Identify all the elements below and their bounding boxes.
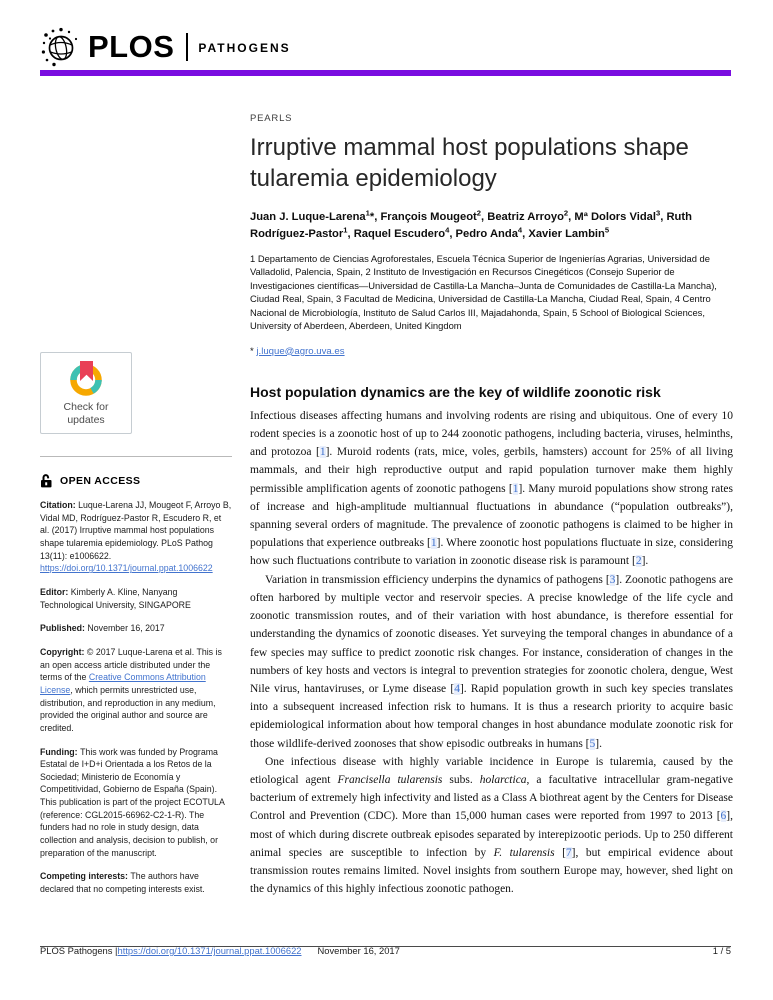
text-segment: Published: xyxy=(40,623,88,634)
text-segment: * xyxy=(250,345,257,357)
text-segment: ]. Rapid population growth in such key species translates into a subsequent increased infection risk to humans. It is thus a research priority to acquire basic epidemiological information about how temporal changes in host abundance modulate zoonotic risk for those wildlife-derived zoonoses that show episodic outbreaks in humans [ xyxy=(250,682,733,750)
inline-link[interactable]: 5 xyxy=(589,737,596,750)
text-segment: ], but empirical evidence about transmission routes remains limited. Novel insights from southern Europe may, however, shed light on the dynamics of this highly infectious zoonotic pathogen. xyxy=(250,846,733,896)
text-segment: Facultad de Medicina, Universidad de Castilla-La Mancha, Ciudad Real, Spain, xyxy=(341,293,675,305)
inline-link[interactable]: 1 xyxy=(430,537,437,550)
text-segment: , Raquel Escudero xyxy=(347,228,446,241)
text-segment: Variation in transmission efficiency underpins the dynamics of pathogens [ xyxy=(265,573,610,586)
text-segment: 2 xyxy=(563,208,569,218)
body-paragraph xyxy=(250,407,733,571)
open-access-label: OPEN ACCESS xyxy=(60,474,141,487)
text-segment: , Xavier Lambin xyxy=(522,228,605,241)
plos-logo xyxy=(40,26,291,68)
section-heading: Host population dynamics are the key of wildlife zoonotic risk xyxy=(250,383,661,400)
footer-journal: PLOS Pathogens | xyxy=(40,945,118,956)
text-segment: Juan J. Luque-Larena xyxy=(250,211,366,224)
text-segment: , Ruth Rodríguez-Pastor xyxy=(250,211,692,241)
text-segment: 2 xyxy=(365,266,371,278)
inline-link[interactable]: Creative Commons Attribution License xyxy=(40,672,206,695)
text-segment: 4 xyxy=(517,225,523,235)
text-segment: ]. xyxy=(641,555,649,568)
text-segment: Funding: xyxy=(40,746,81,757)
text-segment: 3 xyxy=(656,208,661,218)
text-segment: ]. Where zoonotic host populations fluctuate in size, considering how such fluctuations contribute to variation in zoonotic disease risk is paramount [ xyxy=(250,537,733,568)
text-segment: , Beatriz Arroyo xyxy=(481,211,564,224)
text-segment: F. tularensis xyxy=(493,846,555,859)
text-segment: 3 xyxy=(336,293,342,305)
inline-link[interactable]: https://doi.org/10.1371/journal.ppat.1006622 xyxy=(40,563,213,574)
text-segment: 1 xyxy=(250,253,256,265)
inline-link[interactable]: 4 xyxy=(454,682,460,695)
check-for-updates-label: Check for updates xyxy=(63,401,109,426)
text-segment: 1 xyxy=(343,225,348,235)
brand-bar xyxy=(40,70,731,76)
text-segment: Competing interests: xyxy=(40,871,131,882)
text-segment: Kimberly A. Kline, Nanyang Technological University, SINGAPORE xyxy=(40,586,191,610)
text-segment: Francisella tularensis xyxy=(337,774,443,787)
text-segment: , Pedro Anda xyxy=(449,228,518,241)
footer-doi-link[interactable]: https://doi.org/10.1371/journal.ppat.1006622 xyxy=(117,945,302,956)
text-segment: 1 xyxy=(365,208,370,218)
funding-note xyxy=(40,746,232,860)
text-segment: School of Biological Sciences, University of Aberdeen, Aberdeen, United Kingdom xyxy=(250,306,705,332)
text-segment: holarctica xyxy=(479,774,527,787)
text-segment: Citation: xyxy=(40,500,79,510)
logo-divider xyxy=(186,33,188,61)
text-segment: Centro Nacional de Microbiología, Instituto de Salud Carlos III, Majadahonda, Spain, xyxy=(250,293,711,318)
text-segment: ], most of which during discrete outbreak episodes separated by interepizootic periods. Up to 250 different animal species are susceptible to infection by xyxy=(250,810,733,859)
footer-date: November 16, 2017 xyxy=(317,945,400,956)
author-list xyxy=(250,209,733,243)
text-segment: [ xyxy=(554,846,566,859)
inline-link[interactable]: 1 xyxy=(512,482,519,495)
body-paragraph xyxy=(250,753,733,899)
inline-link[interactable]: 6 xyxy=(720,810,727,823)
crossmark-icon xyxy=(63,360,109,398)
corresponding-email xyxy=(250,346,733,357)
check-for-updates-badge[interactable] xyxy=(40,352,132,434)
editor-note xyxy=(40,586,232,611)
copyright-note xyxy=(40,646,232,735)
footer-page-number: 1 / 5 xyxy=(712,945,731,956)
text-segment: One infectious disease with highly variable incidence in Europe is tularemia, caused by the etiological agent xyxy=(250,755,733,787)
inline-link[interactable]: 1 xyxy=(319,446,326,459)
footer xyxy=(40,945,731,956)
article-main xyxy=(250,113,733,899)
text-segment: 4 xyxy=(445,225,450,235)
text-segment: , Mª Dolors Vidal xyxy=(568,211,657,224)
text-segment: ]. xyxy=(595,737,602,750)
text-segment: 5 xyxy=(572,306,578,318)
sidebar xyxy=(40,352,232,896)
article-title: Irruptive mammal host populations shape tularemia epidemiology xyxy=(250,134,689,192)
text-segment: This work was funded by Programa Estatal de I+D+i Orientada a los Retos de la Sociedad; Ministerio de Economía y Competitividad, Gobierno de España (Spain). This publication is part of the project ECOTULA (reference: CGL2015-66962-C2-1-R). The funders had no role in study design, data collection and analysis, decision to publish, or preparation of the manuscript. xyxy=(40,746,225,858)
text-segment: 4 xyxy=(674,293,680,305)
open-lock-icon xyxy=(40,473,53,488)
journal-name: PATHOGENS xyxy=(198,41,291,55)
body-paragraph xyxy=(250,571,733,753)
open-access-row xyxy=(40,473,232,488)
affiliations xyxy=(250,252,733,333)
published-note xyxy=(40,622,232,635)
inline-link[interactable]: j.luque@agro.uva.es xyxy=(256,345,345,357)
text-segment: The authors have declared that no competing interests exist. xyxy=(40,871,205,895)
inline-link[interactable]: 3 xyxy=(609,573,616,586)
text-segment: Luque-Larena JJ, Mougeot F, Arroyo B, Vidal MD, Rodríguez-Pastor R, Escudero R, et al. (2017) Irruptive mammal host populations shape tularemia epidemiology. PLoS Pathog 13(11): e1006622. xyxy=(40,500,232,561)
text-segment: ]. Many muroid populations show strong rates of increase and high-amplitude multiannual fluctuations in abundance (“population outbreaks”), spanning several orders of magnitude. The prevalence of zoonotic pathogens is claimed to be higher in populations that experience outbreaks [ xyxy=(250,482,733,550)
text-segment: © 2017 Luque-Larena et al. This is an open access article distributed under the terms of the xyxy=(40,646,222,683)
text-segment: Editor: xyxy=(40,586,71,597)
plos-globe-icon xyxy=(40,26,82,68)
text-segment: 2 xyxy=(476,208,482,218)
sidebar-divider xyxy=(40,456,232,457)
text-segment: Instituto de Investigación en Recursos Cinegéticos (Consejo Superior de Investigaciones científicas—Universidad de Castilla-La Mancha–Junta de Comunidades de Castilla-La Mancha), Ciudad Real, Spain, xyxy=(250,266,717,305)
citation-note xyxy=(40,499,232,575)
competing-interests-note xyxy=(40,870,232,895)
text-segment: Departamento de Ciencias Agroforestales, Escuela Técnica Superior de Ingenierías Agrarias, Universidad de Valladolid, Palencia, Spain, xyxy=(250,253,710,278)
text-segment: *, François Mougeot xyxy=(369,211,477,224)
text-segment: November 16, 2017 xyxy=(87,623,165,634)
plos-wordmark: PLOS xyxy=(88,29,175,64)
text-segment: Copyright: xyxy=(40,646,87,657)
text-segment: ]. Zoonotic pathogens are often harbored by multiple vector and reservoir species. A precise knowledge of the life cycle and zoonotic transmission routes, and of their variation with host abundance, is therefore essential for understanding the dynamics of zoonotic diseases. Yet surveying the temporal changes in abundance of a few species may suffice to predict zoonotic risk changes. For instance, consideration of changes in the numbers of key hosts and vectors is integral to prevention strategies for zoonotic cholera, dengue, West Nile virus, hantaviruses, or Lyme disease [ xyxy=(250,573,734,695)
inline-link[interactable]: 7 xyxy=(565,846,572,859)
text-segment: , which permits unrestricted use, distribution, and reproduction in any medium, provided the original author and source are credited. xyxy=(40,684,216,733)
text-segment: 5 xyxy=(604,225,610,235)
text-segment: ]. Muroid rodents (rats, mice, voles, gerbils, hamsters) account for 25% of all living mammals, and their high reproductive output and rapid population turnover make them highly permissible amplification agents of zoonotic pathogens [ xyxy=(250,446,733,495)
text-segment: Infectious diseases affecting humans and involving rodents are rising and ubiquitous. One of every 10 rodent species is a zoonotic host of up to 244 zoonotic pathogens, including bacteria, viruses, helminths, and protozoa [ xyxy=(250,409,733,459)
inline-link[interactable]: 2 xyxy=(635,555,642,568)
text-segment: , a facultative intracellular gram-negative bacterium of extremely high infectivity and listed as a Class A biothreat agent by the Centers for Disease Control and Prevention (CDC). More than 15,000 human cases were reported from 1997 to 2013 [ xyxy=(250,774,733,823)
text-segment: subs. xyxy=(442,774,480,787)
article-type-kicker: PEARLS xyxy=(250,113,293,124)
